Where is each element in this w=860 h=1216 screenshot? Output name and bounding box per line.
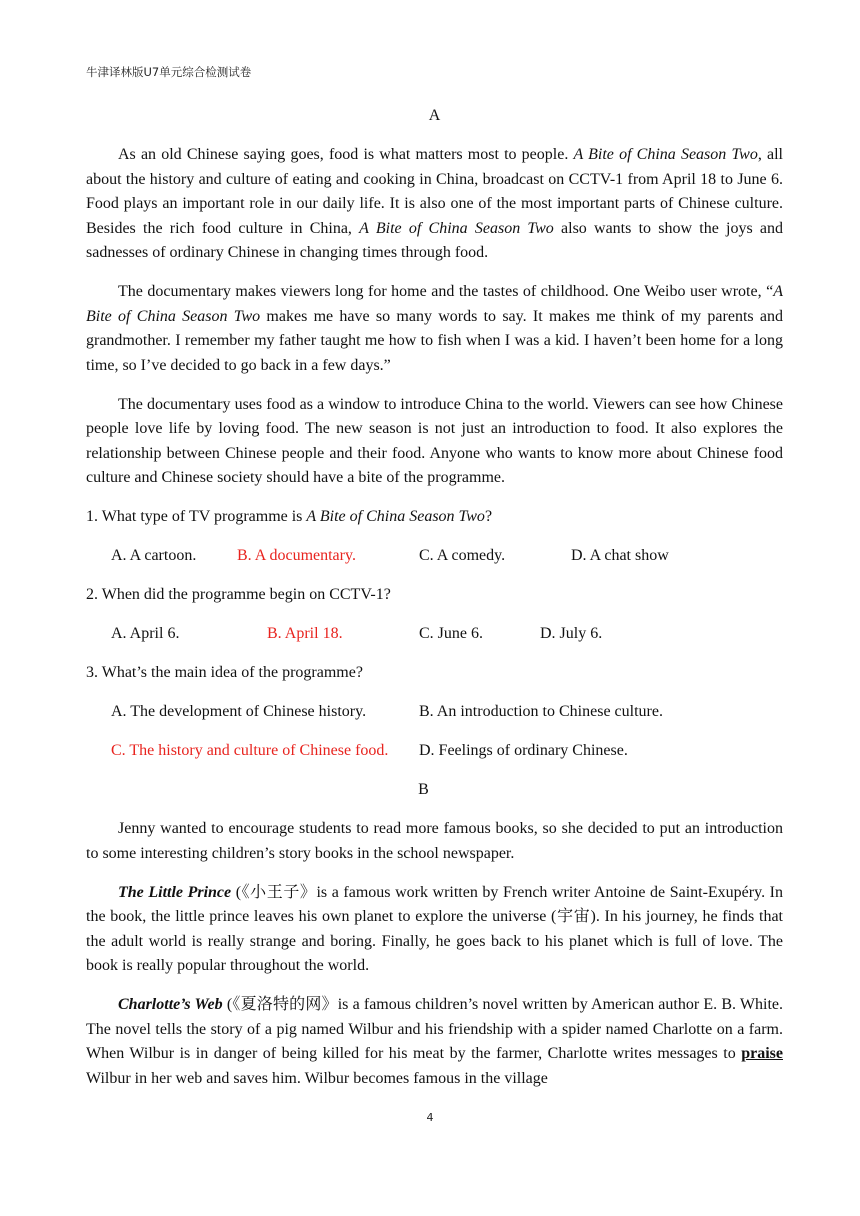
document-body [86, 104, 783, 1106]
page-number: 4 [426, 1111, 434, 1124]
q1-option-b[interactable]: B. A documentary. [237, 547, 356, 564]
text-run: (《小王子》is a famous work written by French writer Antoine de Saint-Exupéry. In the book, the little prince leaves his own planet to explore the universe (宇宙). In his journey, he finds that the adult world is really strange and boring. Finally, he goes back to his planet which is full of love. The book is really popular throughout the world. [86, 883, 783, 974]
section-a-paragraph-2 [86, 280, 783, 378]
question-2-options [86, 622, 783, 647]
text-run: 1. What type of TV programme is [86, 508, 307, 525]
text-run: Wilbur in her web and saves him. Wilbur becomes famous in the village [86, 1069, 548, 1087]
emphasized-text: A Bite of China Season Two [573, 146, 758, 163]
text-run: The documentary uses food as a window to introduce China to the world. Viewers can see how Chinese people love life by loving food. The new season is not just an introduction to food. It also explores the relationship between Chinese people and their food. Anyone who wants to know more about Chinese food culture and Chinese society should have a bite of the programme. [86, 395, 783, 486]
section-b-paragraph-3 [86, 993, 783, 1091]
q3-option-a[interactable]: A. The development of Chinese history. [111, 703, 367, 720]
text-run: The documentary makes viewers long for home and the tastes of childhood. One Weibo user wrote, “ [118, 283, 774, 300]
section-a-title: A [428, 107, 441, 124]
text-run: (《夏洛特的网》is a famous children’s novel written by American author E. B. White. The novel tells the story of a pig named Wilbur and his friendship with a spider named Charlotte on a farm. When Wilbur is in danger of being killed for his meat by the farmer, Charlotte writes messages to [86, 996, 783, 1062]
q2-option-c[interactable]: C. June 6. [419, 625, 483, 642]
text-run: 3. What’s the main idea of the programme? [86, 664, 363, 681]
text-run: Jenny wanted to encourage students to read more famous books, so she decided to put an introduction to some interesting children’s story books in the school newspaper. [86, 820, 783, 862]
q2-option-a[interactable]: A. April 6. [111, 625, 180, 642]
text-run: also wants to show the joys and sadnesses of ordinary Chinese in changing times through food. [86, 219, 784, 261]
section-a-paragraph-3 [86, 393, 783, 491]
emphasized-text: A Bite of China Season Two [306, 508, 485, 525]
emphasized-text: A Bite of China Season Two [86, 283, 783, 325]
q3-option-b[interactable]: B. An introduction to Chinese culture. [419, 703, 663, 720]
emphasized-text: A Bite of China Season Two [359, 219, 554, 237]
q3-option-d[interactable]: D. Feelings of ordinary Chinese. [419, 742, 628, 759]
q2-option-b[interactable]: B. April 18. [267, 625, 343, 642]
text-run: , all about the history and culture of eating and cooking in China, broadcast on CCTV-1 from April 18 to June 6. Food plays an important role in our daily life. It is also one of the most important parts of Chinese culture. Besides the rich food culture in China, [86, 146, 783, 237]
question-3 [86, 661, 783, 686]
emphasized-text: praise [741, 1045, 783, 1062]
text-run: ? [484, 508, 493, 525]
q2-option-d[interactable]: D. July 6. [540, 625, 603, 642]
text-run: 2. When did the programme begin on CCTV-1? [86, 586, 391, 603]
question-2 [86, 583, 783, 608]
section-a-paragraph-1 [86, 143, 783, 266]
question-1-options [86, 544, 783, 569]
section-b-paragraph-1 [86, 817, 783, 866]
q1-option-c[interactable]: C. A comedy. [419, 547, 506, 564]
section-b-paragraph-2 [86, 881, 783, 979]
question-3-options-row-2 [86, 739, 783, 764]
text-run: makes me have so many words to say. It makes me think of my parents and grandmother. I remember my father taught me how to fish when I was a kid. I haven’t been home for a long time, so I’ve decided to go back in a few days.” [86, 307, 783, 374]
page-header: 牛津译林版U7单元综合检测试卷 [86, 65, 252, 79]
q1-option-a[interactable]: A. A cartoon. [111, 547, 197, 564]
emphasized-text: Charlotte’s Web [118, 996, 223, 1013]
emphasized-text: The Little Prince [118, 883, 232, 901]
question-1 [86, 505, 783, 530]
question-3-options-row-1 [86, 700, 783, 725]
section-b-title: B [418, 781, 429, 798]
q3-option-c[interactable]: C. The history and culture of Chinese food. [111, 742, 389, 759]
text-run: As an old Chinese saying goes, food is what matters most to people. [118, 146, 574, 163]
q1-option-d[interactable]: D. A chat show [571, 547, 669, 564]
